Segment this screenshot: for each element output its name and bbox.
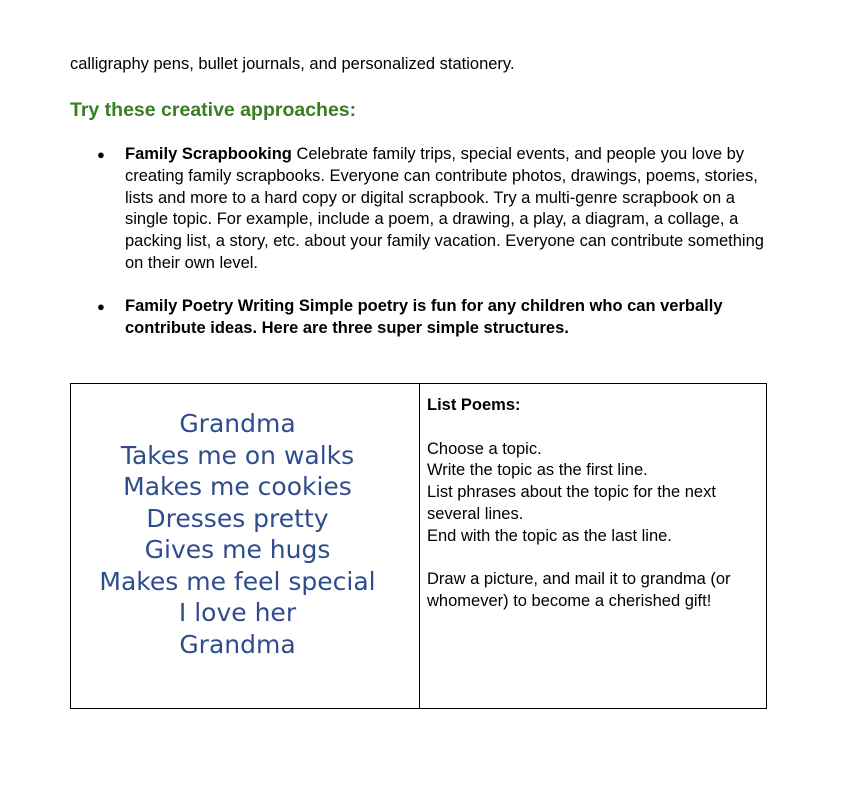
instructions-cell: [427, 395, 757, 613]
bullet-icon: ●: [97, 147, 105, 162]
instruction-step: End with the topic as the last line.: [427, 526, 672, 545]
instructions-title: List Poems:: [427, 396, 521, 414]
poem-line: Makes me cookies: [123, 472, 352, 501]
instruction-step: Write the topic as the first line.: [427, 461, 648, 480]
poem-line: Takes me on walks: [120, 440, 355, 470]
list-item-family-poetry-writing: [97, 296, 775, 340]
instructions-closing: Draw a picture, and mail it to grandma (or whomever) to become a cherished gift!: [427, 570, 731, 611]
bullet-body: Simple poetry is fun for any children who can verbally contribute ideas. Here are three super simple structures.: [125, 297, 723, 337]
poem-line: Grandma: [179, 409, 296, 438]
section-heading: Try these creative approaches:: [70, 99, 357, 121]
poem-table: [70, 383, 767, 709]
poem-example-cell: [71, 384, 419, 708]
instruction-step: List phrases about the topic for the next several lines.: [427, 483, 716, 523]
poem-line: Grandma: [179, 629, 296, 659]
bullet-body: Celebrate family trips, special events, and people you love by creating family scrapbooks. Everyone can contribute photos, drawings, poems, stories, lists and more to a hard copy or digital scrapbook. Try a multi-genre scrapbook on a single topic. For example, include a poem, a drawing, a play, a diagram, a collage, a packing list, a story, etc. about your family vacation. Everyone can contribute something on their own level.: [125, 145, 764, 272]
bullet-title: Family Poetry Writing: [125, 297, 295, 315]
table-divider: [419, 384, 420, 708]
poem-line: Makes me feel special: [99, 566, 376, 596]
poem-line: Gives me hugs: [144, 535, 331, 564]
poem-example: [71, 408, 404, 660]
instruction-step: Choose a topic.: [427, 439, 542, 458]
bullet-title: Family Scrapbooking: [125, 145, 292, 163]
poem-line: I love her: [178, 598, 297, 627]
poem-line: Dresses pretty: [146, 503, 329, 533]
list-item-family-scrapbooking: [97, 144, 775, 275]
intro-text: calligraphy pens, bullet journals, and personalized stationery.: [70, 55, 515, 73]
bullet-icon: ●: [97, 299, 105, 314]
